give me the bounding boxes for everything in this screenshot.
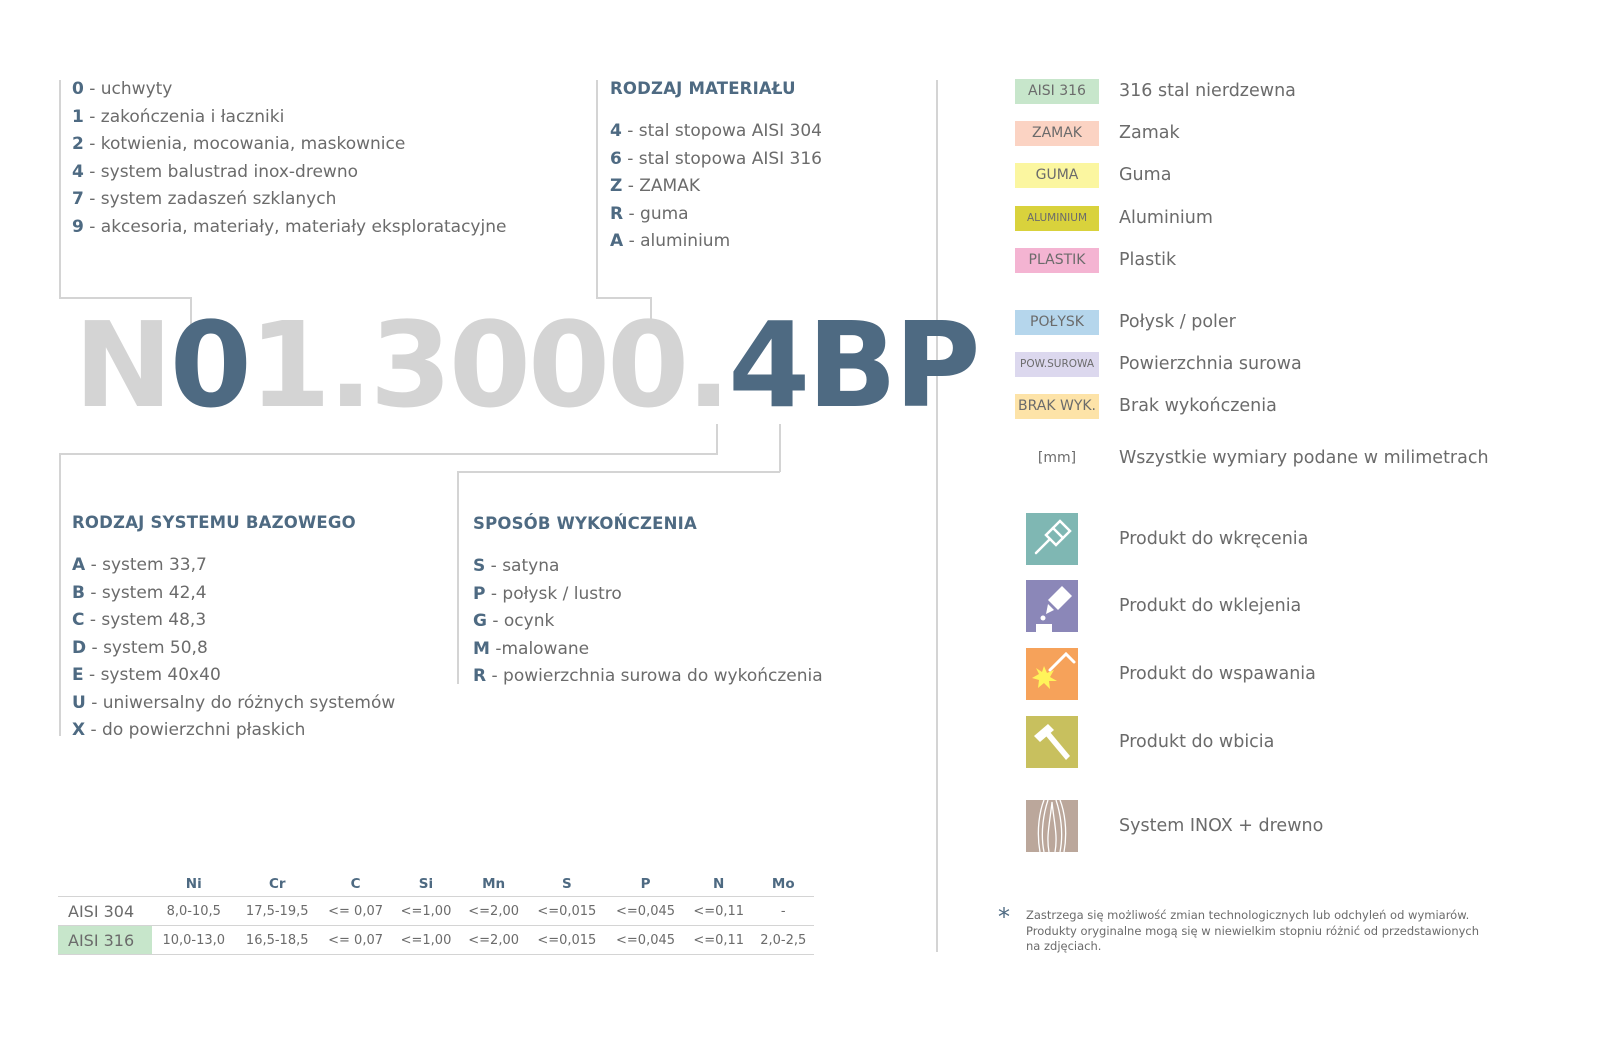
legend-item	[1015, 248, 1575, 274]
icon-legend-label: Produkt do wkręcenia	[1119, 529, 1309, 549]
icon-legend-label: Produkt do wbicia	[1119, 732, 1275, 752]
table-header: N	[713, 876, 725, 892]
note-line: Zastrzega się możliwość zmian technologicznych lub odchyleń od wymiarów.	[1026, 908, 1470, 922]
units-badge: [mm]	[1015, 446, 1099, 471]
table-cell: <=0,11	[685, 926, 753, 955]
icon-legend-item	[1026, 580, 1566, 634]
legend-label: Plastik	[1119, 250, 1177, 270]
connector-line	[457, 471, 780, 473]
list-item: 0 - uchwyty	[72, 79, 173, 99]
disclaimer-note	[1026, 908, 1496, 955]
table-cell: <= 0,07	[319, 897, 392, 926]
list-item: P - połysk / lustro	[473, 583, 622, 604]
list-item: 6 - stal stopowa AISI 316	[610, 148, 822, 169]
code-prefix: N	[74, 296, 170, 434]
table-header: Si	[418, 876, 434, 892]
table-cell: -	[753, 897, 814, 926]
list-item: B - system 42,4	[72, 582, 207, 603]
material-heading: RODZAJ MATERIAŁU	[610, 79, 796, 98]
material-list	[610, 118, 822, 256]
table-row	[58, 926, 814, 955]
list-item: X - do powierzchni płaskich	[72, 720, 306, 740]
list-item: A - aluminium	[610, 231, 731, 251]
list-item: M -malowane	[473, 638, 590, 659]
table-header: Cr	[268, 876, 286, 892]
list-item: G - ocynk	[473, 611, 555, 631]
connector-line	[59, 80, 61, 298]
table-header: S	[561, 876, 572, 892]
legend-label: Połysk / poler	[1119, 312, 1236, 332]
finish-heading: SPOSÓB WYKOŃCZENIA	[473, 514, 697, 533]
list-item: S - satyna	[473, 556, 560, 576]
legend-item	[1015, 352, 1575, 378]
list-item: C - system 48,3	[72, 610, 207, 630]
material-badge: AISI 316	[1015, 79, 1099, 104]
table-cell: 17,5-19,5	[235, 897, 318, 926]
table-row	[58, 897, 814, 926]
table-header: Ni	[185, 876, 202, 892]
legend-label: Powierzchnia surowa	[1119, 354, 1302, 374]
connector-line	[457, 471, 459, 684]
list-item: D - system 50,8	[72, 637, 208, 658]
base-system-heading: RODZAJ SYSTEMU BAZOWEGO	[72, 513, 356, 532]
legend-label: Brak wykończenia	[1119, 396, 1277, 416]
table-header	[58, 872, 152, 897]
table-cell: <=0,045	[606, 897, 685, 926]
legend-item	[1015, 394, 1575, 420]
table-header: Mo	[771, 876, 795, 892]
material-badge: GUMA	[1015, 163, 1099, 188]
table-cell: <=0,11	[685, 897, 753, 926]
table-cell: <=0,015	[527, 897, 606, 926]
legend-item	[1015, 310, 1575, 336]
table-cell: <=2,00	[460, 926, 528, 955]
finish-badge: POW.SUROWA	[1015, 352, 1099, 377]
table-header: P	[640, 876, 651, 892]
icon-legend-item	[1026, 513, 1566, 567]
list-item: A - system 33,7	[72, 555, 207, 575]
material-badge: ZAMAK	[1015, 121, 1099, 146]
list-item: U - uniwersalny do różnych systemów	[72, 692, 396, 713]
material-badge: ALUMINIUM	[1015, 206, 1099, 231]
connector-line	[59, 453, 61, 736]
legend-item	[1015, 121, 1575, 147]
legend-label: Aluminium	[1119, 208, 1213, 228]
icon-legend-item	[1026, 716, 1566, 770]
code-suffix: 4BP	[728, 296, 978, 434]
list-item: 4 - stal stopowa AISI 304	[610, 121, 822, 141]
icon-legend-label: Produkt do wspawania	[1119, 664, 1316, 684]
list-item: 9 - akcesoria, materiały, materiały eksploratacyjne	[72, 216, 507, 237]
list-item: 2 - kotwienia, mocowania, maskownice	[72, 134, 406, 154]
table-cell: 10,0-13,0	[152, 926, 235, 955]
legend-label: Wszystkie wymiary podane w milimetrach	[1119, 448, 1489, 468]
legend-item	[1015, 79, 1575, 105]
table-cell: 16,5-18,5	[235, 926, 318, 955]
list-item: 7 - system zadaszeń szklanych	[72, 189, 337, 209]
hammer-icon	[1026, 716, 1078, 768]
connector-line	[596, 80, 598, 298]
table-cell: <=2,00	[460, 897, 528, 926]
connector-line	[59, 453, 717, 455]
table-cell: <=1,00	[392, 897, 460, 926]
table-cell: <=0,015	[527, 926, 606, 955]
glue-icon	[1026, 580, 1078, 632]
welding-icon	[1026, 648, 1078, 700]
legend-item	[1015, 206, 1575, 232]
legend-label: 316 stal nierdzewna	[1119, 81, 1296, 101]
code-number: 1.3000.	[248, 296, 729, 434]
vertical-divider	[936, 80, 938, 952]
legend-label: Guma	[1119, 165, 1172, 185]
table-cell: <= 0,07	[319, 926, 392, 955]
material-badge: PLASTIK	[1015, 248, 1099, 273]
table-cell: AISI 316	[58, 926, 152, 955]
table-cell: 2,0-2,5	[753, 926, 814, 955]
icon-legend-item	[1026, 800, 1566, 854]
table-cell: <=1,00	[392, 926, 460, 955]
icon-legend-label: Produkt do wklejenia	[1119, 596, 1302, 616]
table-header: Mn	[482, 876, 506, 892]
table-cell: AISI 304	[58, 897, 152, 926]
list-item: R - powierzchnia surowa do wykończenia	[473, 666, 823, 686]
table-header-row	[58, 872, 814, 897]
note-line: Produkty oryginalne mogą się w niewielkim stopniu różnić od przedstawionych	[1026, 923, 1480, 938]
steel-composition-table	[58, 872, 814, 955]
finish-badge: POŁYSK	[1015, 310, 1099, 335]
code-group: 0	[169, 296, 249, 434]
list-item: 4 - system balustrad inox-drewno	[72, 161, 358, 182]
note-line: na zdjęciach.	[1026, 939, 1102, 953]
icon-legend-item	[1026, 648, 1566, 702]
table-cell: <=0,045	[606, 926, 685, 955]
list-item: Z - ZAMAK	[610, 176, 700, 196]
finish-badge: BRAK WYK.	[1015, 394, 1099, 419]
product-group-list	[72, 76, 506, 241]
table-cell: 8,0-10,5	[152, 897, 235, 926]
finish-list	[473, 553, 823, 691]
list-item: E - system 40x40	[72, 665, 221, 685]
product-code	[74, 296, 978, 434]
legend-item	[1015, 163, 1575, 189]
legend-item	[1015, 446, 1575, 472]
screwdriver-icon	[1026, 513, 1078, 565]
legend-label: Zamak	[1119, 123, 1180, 143]
icon-legend-label: System INOX + drewno	[1119, 816, 1324, 836]
base-system-list	[72, 552, 395, 745]
wood-grain-icon	[1026, 800, 1078, 852]
table-header: C	[350, 876, 361, 892]
note-asterisk: *	[998, 903, 1010, 931]
list-item: R - guma	[610, 203, 689, 224]
list-item: 1 - zakończenia i łaczniki	[72, 106, 285, 127]
